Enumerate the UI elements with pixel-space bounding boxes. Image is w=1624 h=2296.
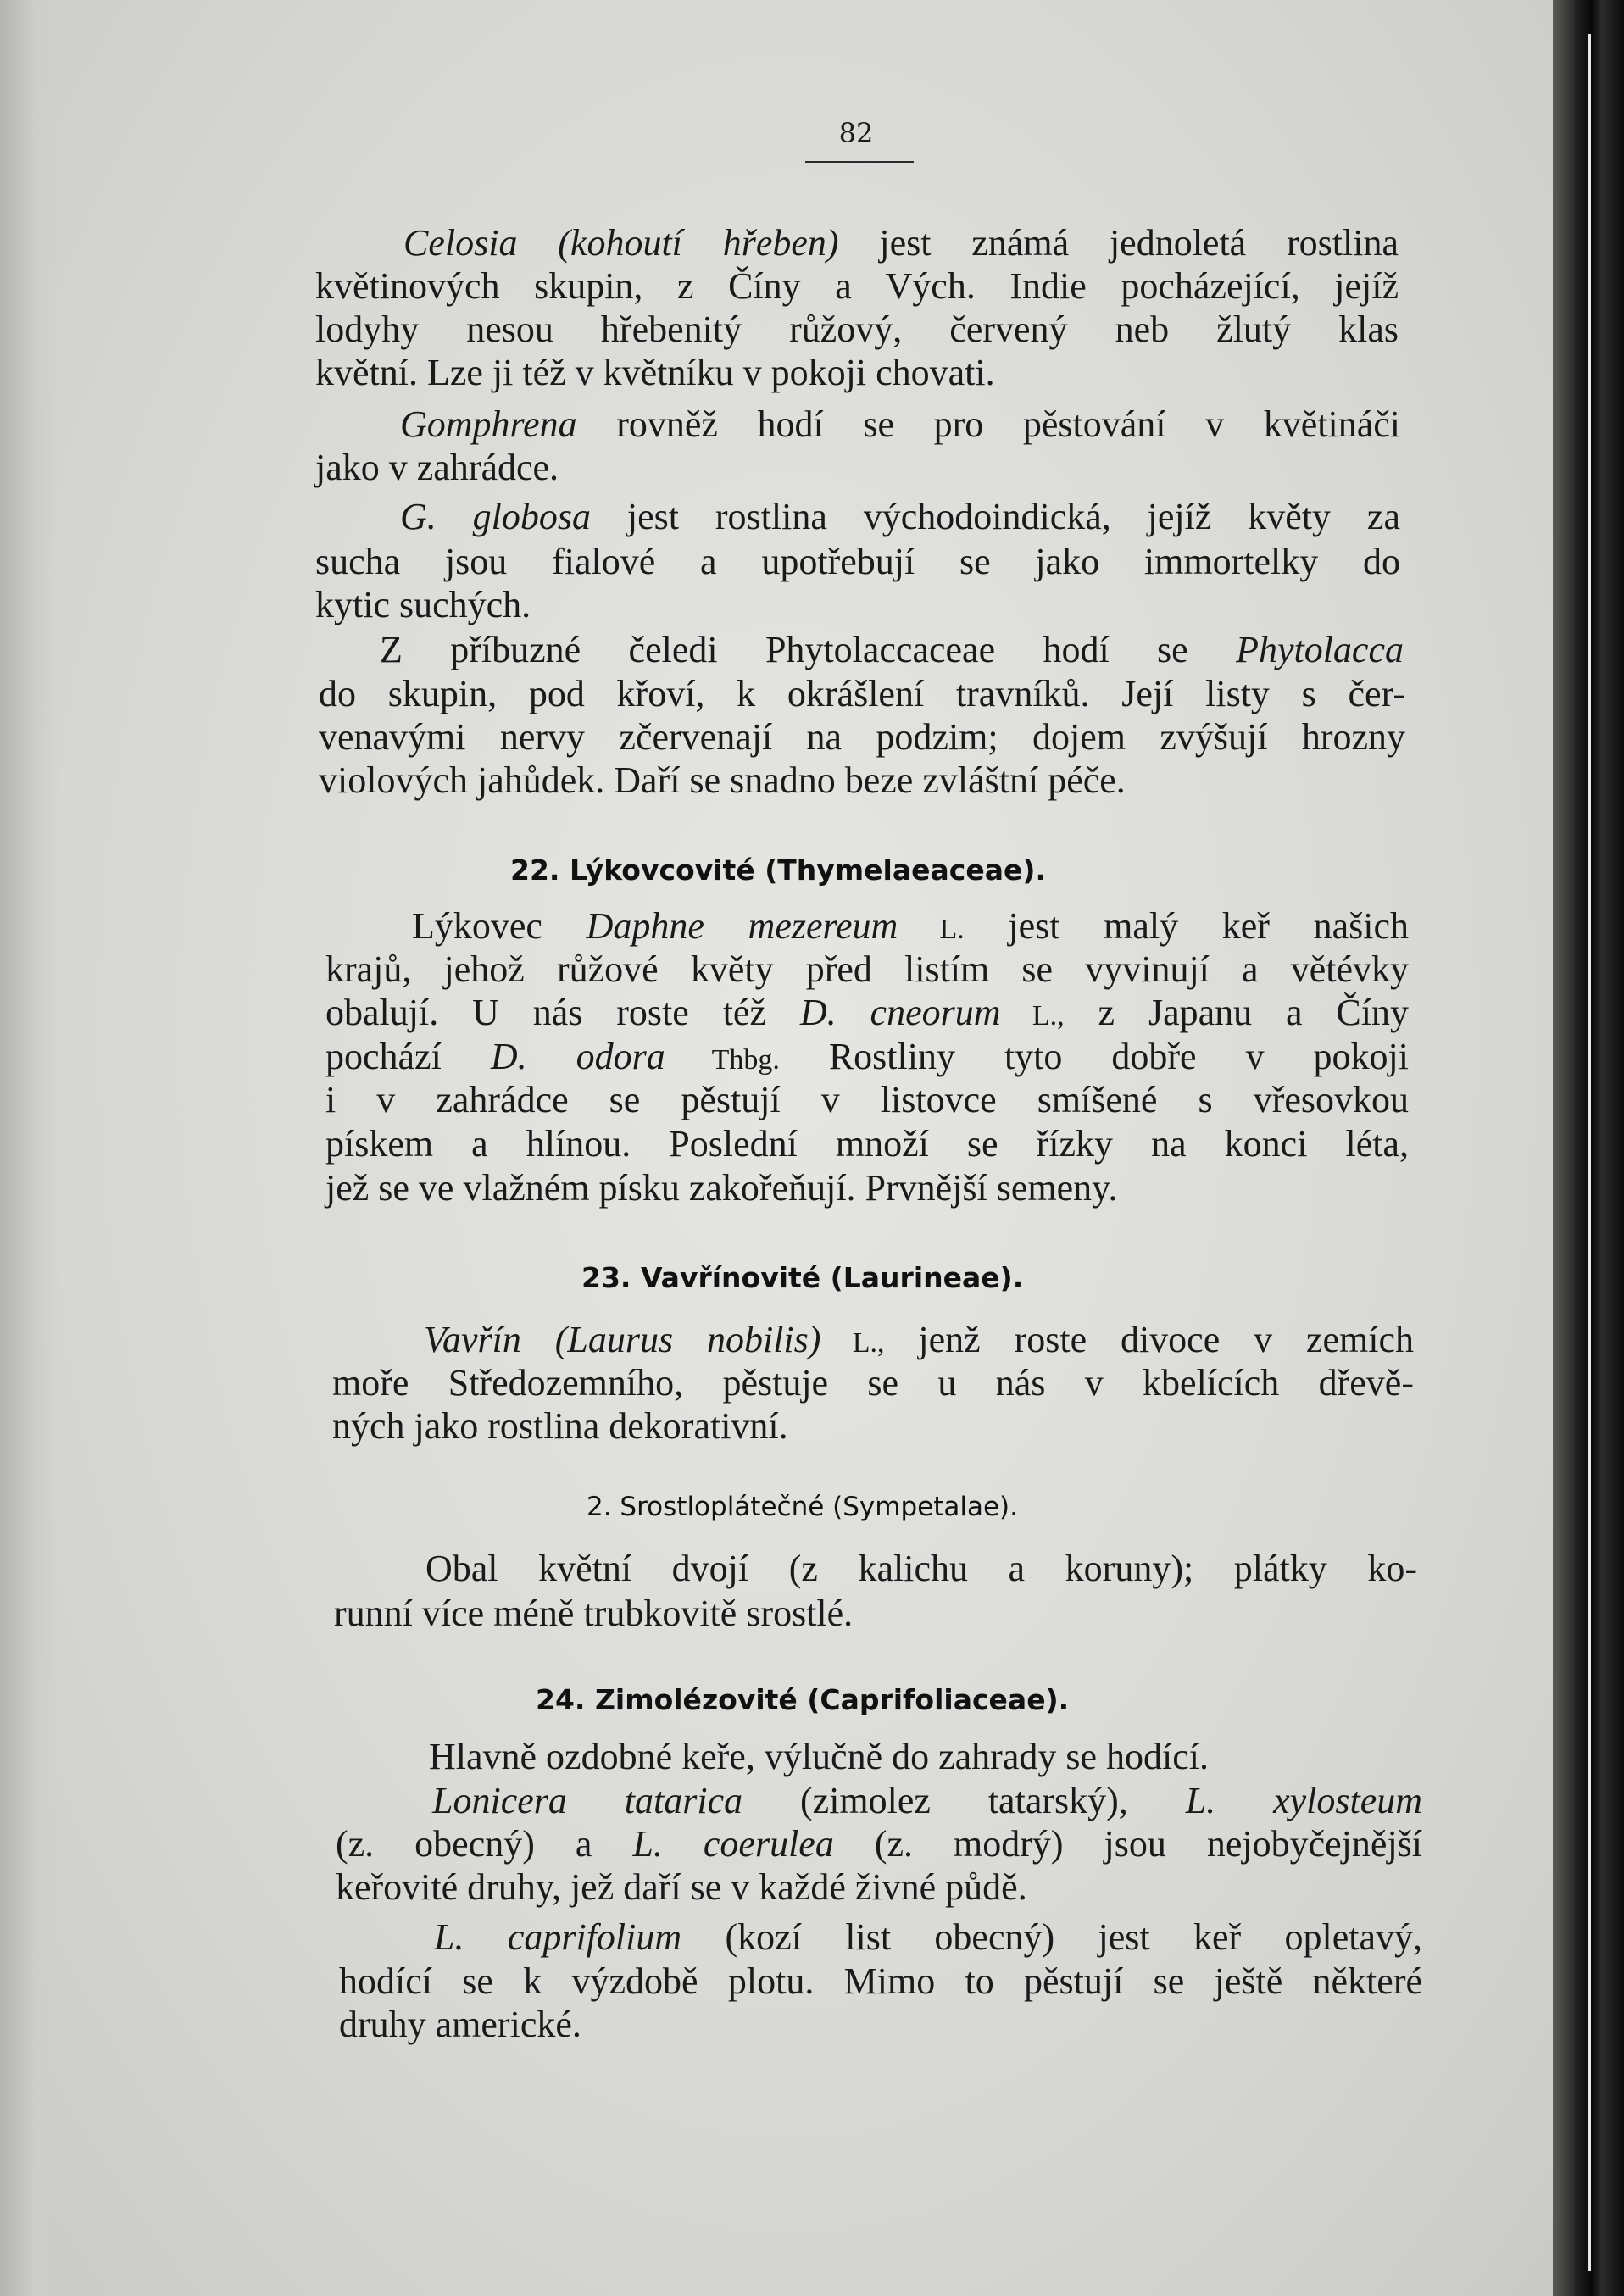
section-heading-24: 24. Zimolézovité (Caprifoliaceae). [536, 1683, 1070, 1716]
text-line [412, 905, 1409, 951]
text-line [332, 1405, 788, 1448]
page-shadow-left [0, 0, 59, 2296]
text-run: (z. modrý) jsou nejobyčejnější [833, 1823, 1423, 1865]
text-run: i v zahrádce se pěstují v listovce smíšené s vřesovkou [325, 1079, 1409, 1120]
section-heading-22: 22. Lýkovcovité (Thymelaeaceae). [510, 853, 1046, 887]
text-line [400, 496, 1400, 538]
italic-term: Lonicera tatarica [432, 1780, 743, 1821]
author-abbreviation: L., [1000, 1000, 1065, 1031]
text-run: kytic suchých. [315, 584, 531, 625]
text-line [425, 1548, 1417, 1590]
text-line [429, 1736, 1209, 1778]
text-line [336, 1866, 1027, 1909]
text-line [339, 1960, 1422, 2003]
text-run: Lýkovec [412, 905, 587, 947]
text-run: rovněž hodí se pro pěstování v květináči [576, 403, 1400, 445]
text-line [325, 992, 1409, 1037]
text-run: moře Středozemního, pěstuje se u nás v kbelících dřevě- [332, 1362, 1414, 1404]
text-line [400, 403, 1400, 446]
text-run: hodící se k výzdobě plotu. Mimo to pěstují se ještě některé [339, 1960, 1422, 2002]
text-line [339, 2004, 581, 2046]
text-run: runní více méně trubkovitě srostlé. [334, 1593, 854, 1634]
italic-term: Gomphrena [400, 403, 577, 445]
italic-term: L. coerulea [632, 1823, 834, 1865]
text-run: jako v zahrádce. [315, 447, 559, 488]
text-run: krajů, jehož růžové květy před listím se vyvinují a větévky [325, 948, 1409, 990]
text-run: jež se ve vlažném písku zakořeňují. Prvnější semeny. [325, 1167, 1118, 1209]
text-run: do skupin, pod křoví, k okrášlení travníků. Její listy s čer- [319, 673, 1405, 714]
text-run: z Japanu a Číny [1064, 992, 1410, 1033]
book-spine-highlight [1588, 34, 1591, 2271]
text-run: keřovité druhy, jež daří se v každé živné půdě. [336, 1866, 1027, 1908]
italic-term: L. xylosteum [1185, 1780, 1422, 1821]
text-line [432, 1780, 1422, 1822]
text-line [315, 309, 1399, 351]
text-line [325, 1167, 1117, 1209]
text-run: květní. Lze ji též v květníku v pokoji chovati. [315, 352, 995, 393]
page-number-rule [805, 161, 914, 163]
text-run: violových jahůdek. Daří se snadno beze zvláštní péče. [319, 759, 1126, 801]
text-line [319, 716, 1405, 759]
text-line [332, 1362, 1414, 1404]
text-run: ných jako rostlina dekorativní. [332, 1405, 788, 1447]
text-line [424, 1319, 1414, 1365]
text-run: jest malý keř našich [964, 905, 1410, 947]
italic-term: G. globosa [400, 496, 592, 537]
text-line [325, 1123, 1409, 1165]
text-line [325, 1079, 1409, 1121]
text-line [315, 584, 531, 626]
text-run: (kozí list obecný) jest keř opletavý, [681, 1916, 1422, 1958]
text-line [403, 222, 1399, 264]
author-abbreviation: Thbg. [665, 1044, 780, 1076]
italic-term: Vavřín (Laurus nobilis) [424, 1319, 821, 1360]
text-run: pískem a hlínou. Poslední množí se řízky na konci léta, [325, 1123, 1409, 1165]
author-abbreviation: L. [898, 914, 965, 945]
text-run: Z příbuzné čeledi Phytolaccaceae hodí se [380, 629, 1237, 670]
text-run: (zimolez tatarský), [742, 1780, 1186, 1821]
section-heading-23: 23. Vavřínovité (Laurineae). [581, 1261, 1024, 1294]
text-line [325, 948, 1409, 991]
italic-term: D. cneorum [799, 992, 1001, 1033]
text-run: Hlavně ozdobné keře, výlučně do zahrady se hodící. [429, 1736, 1209, 1777]
text-line [315, 541, 1400, 583]
text-run: (z. obecný) a [336, 1823, 633, 1865]
text-line [315, 447, 559, 489]
text-line [336, 1823, 1422, 1865]
text-run: květinových skupin, z Číny a Vých. Indie pocházející, jejíž [315, 265, 1399, 307]
text-run: lodyhy nesou hřebenitý růžový, červený neb žlutý klas [315, 309, 1399, 350]
text-line [325, 1036, 1409, 1081]
text-run: obalují. U nás roste též [325, 992, 800, 1033]
text-run: sucha jsou fialové a upotřebují se jako immortelky do [315, 541, 1400, 582]
text-run: jest rostlina východoindická, jejíž květy za [591, 496, 1400, 537]
author-abbreviation: L., [820, 1327, 885, 1359]
text-line [434, 1916, 1422, 1959]
text-line [380, 629, 1404, 671]
text-line [319, 673, 1405, 715]
italic-term: Celosia (kohoutí hřeben) [403, 222, 839, 264]
text-run: Rostliny tyto dobře v pokoji [779, 1036, 1409, 1077]
italic-term: Phytolacca [1236, 629, 1404, 670]
text-run: jenž roste divoce v zemích [884, 1319, 1414, 1360]
page-shadow-right [1553, 0, 1575, 2296]
book-spine-edge [1575, 0, 1624, 2296]
italic-term: L. caprifolium [434, 1916, 682, 1958]
text-line [319, 759, 1126, 802]
page-number: 82 [838, 117, 874, 149]
text-line [315, 265, 1399, 308]
text-run: Obal květní dvojí (z kalichu a koruny); plátky ko- [425, 1548, 1417, 1589]
text-run: venavými nervy zčervenají na podzim; dojem zvýšují hrozny [319, 716, 1405, 758]
text-line [315, 352, 995, 394]
text-line [334, 1593, 853, 1635]
text-run: pochází [325, 1036, 491, 1077]
italic-term: D. odora [490, 1036, 665, 1077]
text-run: druhy americké. [339, 2004, 581, 2045]
group-heading-sympetalae: 2. Srostloplátečné (Sympetalae). [587, 1492, 1019, 1522]
italic-term: Daphne mezereum [586, 905, 898, 947]
text-run: jest známá jednoletá rostlina [838, 222, 1399, 264]
